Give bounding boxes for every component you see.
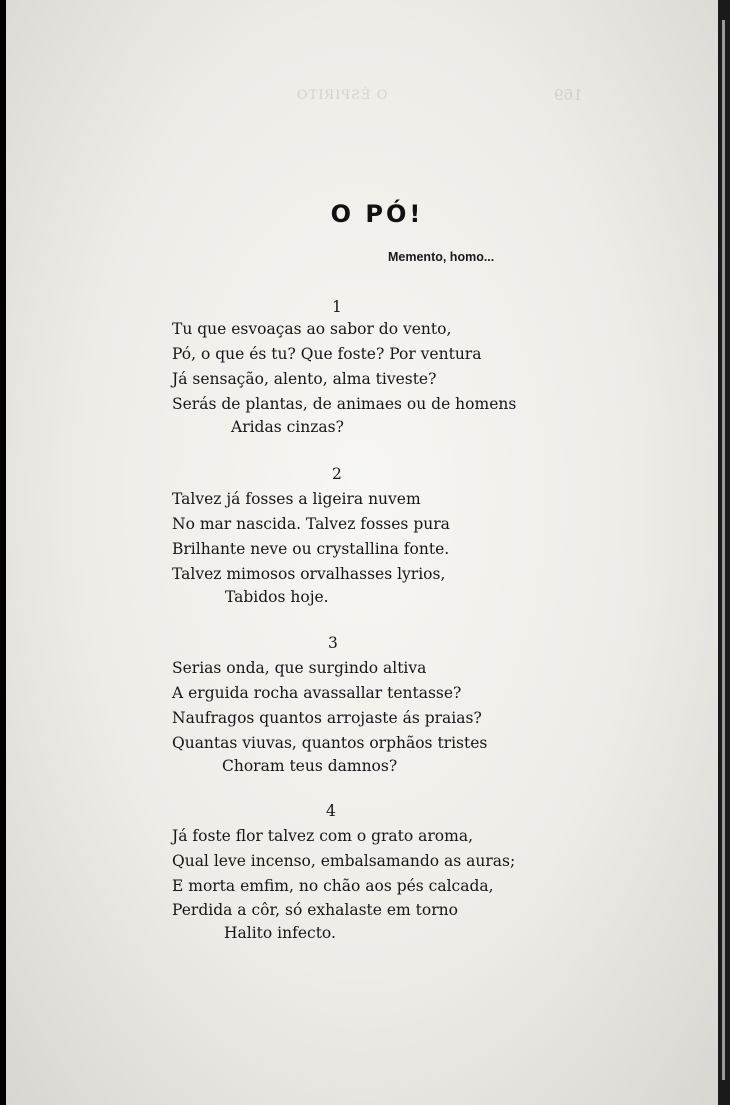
bleed-through-page-number: 169 [554, 86, 583, 104]
poem-line: Tabidos hoje. [225, 588, 329, 606]
stanza-number: 4 [326, 802, 336, 820]
poem-line: No mar nascida. Talvez fosses pura [172, 515, 450, 533]
poem-line: Aridas cinzas? [231, 418, 344, 436]
poem-line: Halito infecto. [224, 924, 336, 942]
poem-line: Tu que esvoaças ao sabor do vento, [172, 320, 452, 338]
scan-edge [718, 0, 730, 1105]
poem-line: Já foste flor talvez com o grato aroma, [172, 827, 473, 845]
book-page [6, 0, 718, 1105]
poem-line: Choram teus damnos? [222, 757, 398, 775]
stanza-number: 1 [332, 298, 342, 316]
stanza-number: 3 [328, 634, 338, 652]
poem-line: Serias onda, que surgindo altiva [172, 659, 427, 677]
poem-line: Talvez mimosos orvalhasses lyrios, [172, 565, 446, 583]
poem-title: O PÓ! [330, 200, 424, 228]
poem-line: Perdida a côr, só exhalaste em torno [172, 901, 458, 919]
poem-line: Já sensação, alento, alma tiveste? [172, 370, 437, 388]
poem-line: Qual leve incenso, embalsamando as auras; [172, 852, 516, 870]
bleed-through-running-head: O ÉSPIRITO [296, 88, 388, 103]
scan-edge-highlight [722, 20, 725, 1080]
poem-line: A erguida rocha avassallar tentasse? [172, 684, 462, 702]
poem-line: Naufragos quantos arrojaste ás praias? [172, 709, 482, 727]
poem-line: Brilhante neve ou crystallina fonte. [172, 540, 450, 558]
stanza-number: 2 [332, 465, 342, 483]
poem-line: Talvez já fosses a ligeira nuvem [172, 490, 421, 508]
poem-line: E morta emfim, no chão aos pés calcada, [172, 877, 494, 895]
poem-epigraph: Memento, homo... [388, 250, 495, 264]
poem-line: Quantas viuvas, quantos orphãos tristes [172, 734, 488, 752]
poem-line: Pó, o que és tu? Que foste? Por ventura [172, 345, 482, 363]
poem-line: Serás de plantas, de animaes ou de homens [172, 395, 517, 413]
